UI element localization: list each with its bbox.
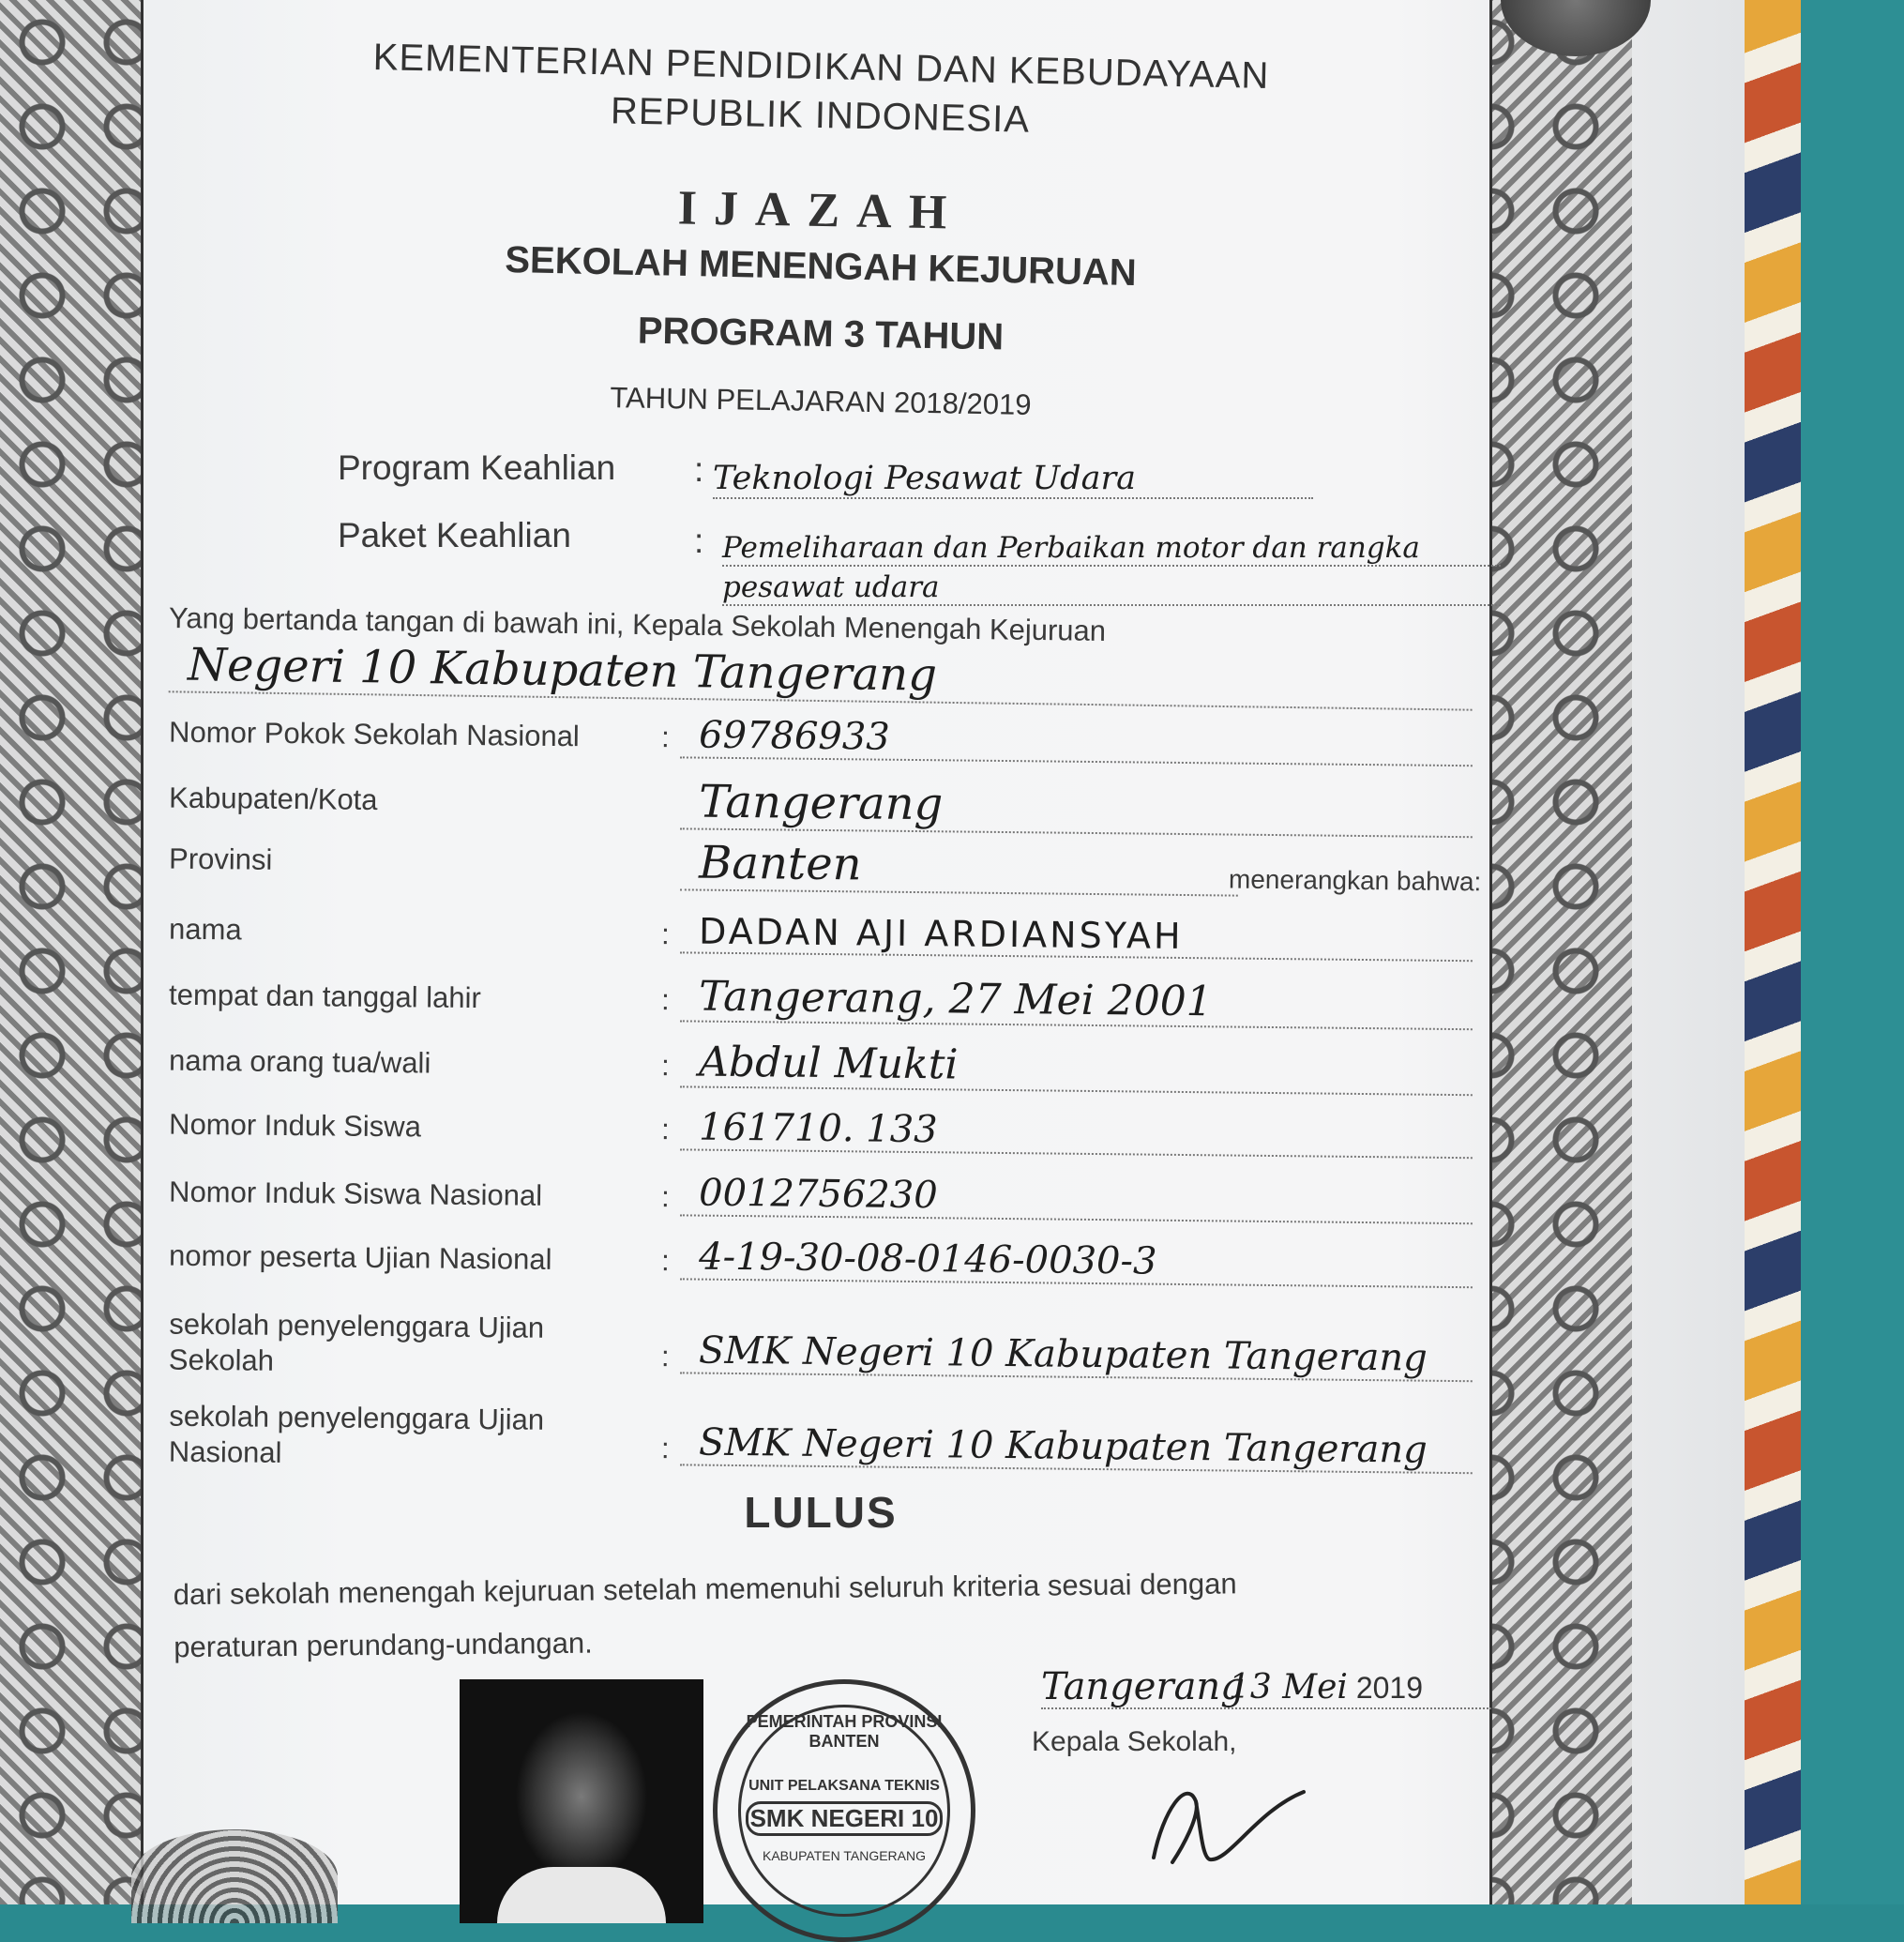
school-name: Negeri 10 Kabupaten Tangerang xyxy=(169,638,1473,710)
field-value: 0012756230 xyxy=(680,1171,1473,1224)
background-cloth xyxy=(1801,0,1904,1904)
field-value: 69786933 xyxy=(680,713,1473,766)
field-ujian-sekolah xyxy=(169,1307,1483,1405)
field-label-line-2: Sekolah xyxy=(168,1343,275,1377)
colon: : xyxy=(660,918,670,951)
field-value: Abdul Mukti xyxy=(680,1038,1473,1096)
certificate-content xyxy=(150,0,1491,1904)
field-label: Nomor Induk Siswa xyxy=(168,1107,422,1144)
ministry-line-1: KEMENTERIAN PENDIDIKAN DAN KEBUDAYAAN xyxy=(372,37,1270,98)
field-npsn xyxy=(168,713,1483,786)
colon: : xyxy=(660,1180,670,1214)
field-label: Kabupaten/Kota xyxy=(168,781,378,816)
statement-line-1: dari sekolah menengah kejuruan setelah memenuhi seluruh kriteria sesuai dengan xyxy=(173,1567,1237,1612)
school-type: SEKOLAH MENENGAH KEJURUAN xyxy=(504,238,1138,295)
colon: : xyxy=(660,1049,670,1083)
field-nis xyxy=(168,1105,1483,1178)
graduation-status: LULUS xyxy=(744,1488,898,1537)
academic-year: TAHUN PELAJARAN 2018/2019 xyxy=(610,381,1032,421)
field-value: Tangerang xyxy=(680,775,1473,838)
program-label: Program Keahlian xyxy=(338,448,616,487)
field-label: Provinsi xyxy=(168,842,273,876)
stamp-region-text: KABUPATEN TANGERANG xyxy=(763,1848,926,1863)
field-orang-tua xyxy=(168,1038,1483,1115)
field-value: 4-19-30-08-0146-0030-3 xyxy=(680,1235,1473,1288)
colon: : xyxy=(694,450,704,489)
stamp-unit-text: UNIT PELAKSANA TEKNIS xyxy=(748,1778,940,1794)
border-line-left xyxy=(141,0,144,1904)
field-ttl xyxy=(168,972,1483,1049)
bottom-emblem xyxy=(131,1829,338,1923)
field-value: DADAN AJI ARDIANSYAH xyxy=(680,910,1473,962)
field-label: nama xyxy=(168,912,242,947)
field-nisn xyxy=(168,1171,1483,1246)
field-value: Banten xyxy=(680,836,1239,896)
colon: : xyxy=(660,721,670,754)
field-label: tempat dan tanggal lahir xyxy=(168,978,481,1015)
stamp-school-text: SMK NEGERI 10 xyxy=(746,1801,943,1836)
ornamental-border-left xyxy=(0,0,141,1904)
colon: : xyxy=(660,983,670,1017)
field-label: Nomor Induk Siswa Nasional xyxy=(168,1175,543,1212)
student-photo xyxy=(460,1679,703,1923)
field-nomor-peserta xyxy=(168,1235,1483,1310)
field-provinsi xyxy=(168,836,1483,913)
colon: : xyxy=(660,1340,670,1373)
signature-place: Tangerang xyxy=(1041,1665,1245,1708)
field-suffix: menerangkan bahwa: xyxy=(1228,864,1482,897)
program-value: Teknologi Pesawat Udara xyxy=(713,460,1313,499)
field-label-line-2: Nasional xyxy=(168,1434,282,1469)
colon: : xyxy=(660,1244,670,1278)
field-label: Nomor Pokok Sekolah Nasional xyxy=(168,715,581,753)
field-value: SMK Negeri 10 Kabupaten Tangerang xyxy=(680,1420,1473,1474)
ministry-heading xyxy=(149,28,1492,154)
package-value-line-1: Pemeliharaan dan Perbaikan motor dan rangka xyxy=(722,531,1501,567)
field-label-line-1: sekolah penyelenggara Ujian xyxy=(169,1399,545,1436)
field-value: SMK Negeri 10 Kabupaten Tangerang xyxy=(680,1328,1473,1382)
graduation-statement xyxy=(173,1555,1468,1674)
field-ujian-nasional xyxy=(169,1399,1483,1497)
signature-date xyxy=(1229,1668,1423,1707)
principal-signature xyxy=(1144,1773,1313,1876)
field-label xyxy=(169,1307,545,1382)
signature-year: 2019 xyxy=(1355,1671,1424,1705)
field-label: nama orang tua/wali xyxy=(168,1043,431,1080)
intro-text: Yang bertanda tangan di bawah ini, Kepala Sekolah Menengah Kejuruan xyxy=(168,601,1107,647)
principal-title: Kepala Sekolah, xyxy=(1032,1726,1237,1757)
package-value-line-2: pesawat udara xyxy=(722,570,1501,606)
field-label-line-1: sekolah penyelenggara Ujian xyxy=(169,1307,545,1344)
program-duration: PROGRAM 3 TAHUN xyxy=(637,310,1005,358)
school-stamp xyxy=(713,1679,975,1942)
field-nama xyxy=(168,910,1483,983)
photo-shirt xyxy=(497,1867,666,1923)
field-label: nomor peserta Ujian Nasional xyxy=(168,1238,552,1276)
stamp-arc-text: PEMERINTAH PROVINSI BANTEN xyxy=(746,1712,943,1751)
field-value: 161710. 133 xyxy=(680,1105,1473,1159)
package-label: Paket Keahlian xyxy=(338,516,571,554)
field-label xyxy=(169,1399,545,1474)
ornamental-border-right xyxy=(1491,0,1632,1904)
colon: : xyxy=(660,1432,670,1465)
colon: : xyxy=(694,522,704,560)
colon: : xyxy=(660,1113,670,1146)
ministry-line-2: REPUBLIK INDONESIA xyxy=(610,90,1031,141)
field-value: Tangerang, 27 Mei 2001 xyxy=(680,972,1473,1030)
document-title: IJAZAH xyxy=(677,181,964,240)
signature-day-month: 13 Mei xyxy=(1229,1668,1348,1707)
statement-line-2: peraturan perundang-undangan. xyxy=(174,1626,593,1664)
